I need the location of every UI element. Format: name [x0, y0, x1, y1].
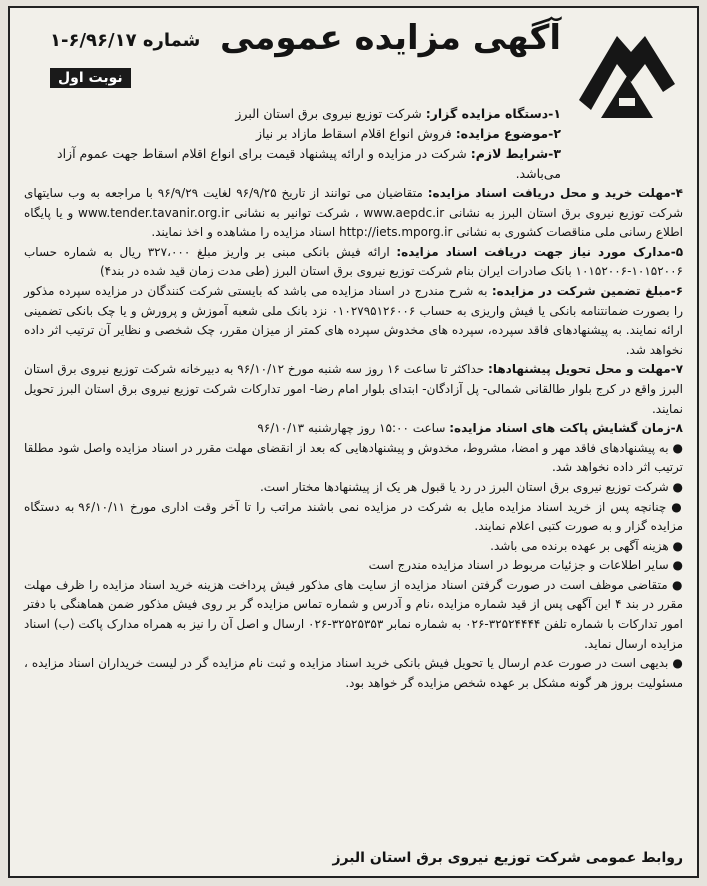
section-5: ۵-مدارک مورد نیاز جهت دریافت اسناد مزایده: ارائه فیش بانکی مبنی بر واریز مبلغ ۳۲۷،۰۰۰ ریال به شماره حساب ۱۰۱۵۲۰۰۶-۱۰۱۵۲۰۰۶ بانک صادرات ایران بنام شرکت توزیع نیروی برق استان البرز (طی مدت زمان قید شده در بند۴) — [24, 244, 684, 279]
item-3: ۳-شرایط لازم: شرکت در مزایده و ارائه پیشنهاد قیمت برای انواع اقلام اسقاط جهت عموم آزاد می‌باشد. — [57, 146, 561, 181]
ad-number: شماره ۶/۹۶/۱۷-۱ — [50, 30, 201, 51]
bullet-4: ● هزینه آگهی بر عهده برنده می باشد. — [490, 538, 683, 553]
round-badge: نوبت اول — [50, 68, 131, 88]
bullet-3: ● چنانچه پس از خرید اسناد مزایده مایل به شرکت در مزایده نمی باشند مراتب را تا آخر وقت اداری مورخ ۹۶/۱۰/۱۱ به دستگاه مزایده گزار و به صورت کتبی اعلام نمایند. — [24, 499, 683, 534]
bullet-2: ● شرکت توزیع نیروی برق استان البرز در رد یا قبول هر یک از پیشنهادها مختار است. — [259, 479, 683, 494]
section-6: ۶-مبلغ تضمین شرکت در مزایده: به شرح مندرج در اسناد مزایده می باشد که بایستی شرکت کنندگان در مزایده سپرده مذکور را بصورت ضمانتنامه بانکی یا فیش واریزی به حساب ۰۱۰۲۷۹۵۱۲۶۰۰۶ نزد بانک ملی شعبه آموزش و پرورش و یا چک بانکی تضمینی ارائه نمایند. به پیشنهادهای فاقد سپرده، سپرده های مخدوش سپرده های کمتر از میزان مقرر، چک شخصی و نظایر آن ترتیب اثر داده نخواهد شد. — [24, 283, 684, 357]
advertisement-sheet — [8, 6, 699, 878]
company-logo-icon — [571, 22, 683, 134]
section-7: ۷-مهلت و محل تحویل پیشنهادها: حداکثر تا ساعت ۱۶ روز سه شنبه مورخ ۹۶/۱۰/۱۲ به دبیرخانه شرکت توزیع نیروی برق استان البرز واقع در کرج بلوار طالقانی شمالی- پل آزادگان- ابتدای بلوار امام رضا- امور تدارکات شرکت توزیع نیروی برق استان البرز تحویل نمایند. — [24, 362, 684, 416]
header-items — [21, 104, 561, 184]
footer-signature: روابط عمومی شرکت توزیع نیروی برق استان البرز — [332, 850, 683, 866]
bullet-7: ● بدیهی است در صورت عدم ارسال یا تحویل فیش بانکی خرید اسناد مزایده و ثبت نام مزایده گر در لیست خریداران اسناد مزایده ، مسئولیت بروز هر گونه مشکل بر عهده شخص مزایده گر خواهد بود. — [24, 656, 683, 690]
bullet-6: ● متقاضی موظف است در صورت گرفتن اسناد مزایده از سایت های مذکور فیش پرداخت هزینه خرید اسناد مزایده را ظرف مهلت مقرر در بند ۴ این آگهی پس از قید شماره مزایده ،نام و آدرس و شماره تماس مزایده گر بر روی فیش مذکور ضمن هماهنگی با دفتر امور تدارکات با شماره تلفن ۳۲۵۲۴۴۴۴-۰۲۶ به شماره نمابر ۳۲۵۲۵۳۵۳-۰۲۶ ارسال و اصل آن را نیز به همراه مدارک پاکت (ب) اسناد مزایده ارسال نماید. — [24, 577, 683, 651]
item-1: ۱-دستگاه مزایده گزار: شرکت توزیع نیروی برق استان البرز — [235, 106, 561, 121]
bullet-5: ● سایر اطلاعات و جزئیات مربوط در اسناد مزایده مندرج است — [368, 558, 683, 573]
ad-title: آگهی مزایده عمومی — [219, 18, 561, 58]
item-2: ۲-موضوع مزایده: فروش انواع اقلام اسقاط مازاد بر نیاز — [256, 126, 561, 141]
section-4: ۴-مهلت خرید و محل دریافت اسناد مزایده: متقاضیان می توانند از تاریخ ۹۶/۹/۲۵ لغایت ۹۶/۹/۲۹ با مراجعه به وب سایتهای شرکت توزیع نیروی برق استان البرز به نشانی www.aepdc.ir ، شرکت توانیر به نشانی www.tender.tavanir.org.ir و یا پایگاه اطلاع رسانی ملی مناقصات کشوری به نشانی http://iets.mporg.ir اسناد مزایده را مشاهده و اخذ نمایند. — [24, 186, 683, 240]
section-8: ۸-زمان گشایش پاکت های اسناد مزایده: ساعت ۱۵:۰۰ روز چهارشنبه ۹۶/۱۰/۱۳ — [257, 421, 683, 436]
bullet-1: ● به پیشنهادهای فاقد مهر و امضا، مشروط، مخدوش و پیشنهادهایی که بعد از انقضای مهلت مقرر در اسناد مزایده واصل شود مطلقا ترتیب اثر داده نخواهد شد. — [24, 440, 683, 475]
ad-body — [24, 184, 683, 693]
